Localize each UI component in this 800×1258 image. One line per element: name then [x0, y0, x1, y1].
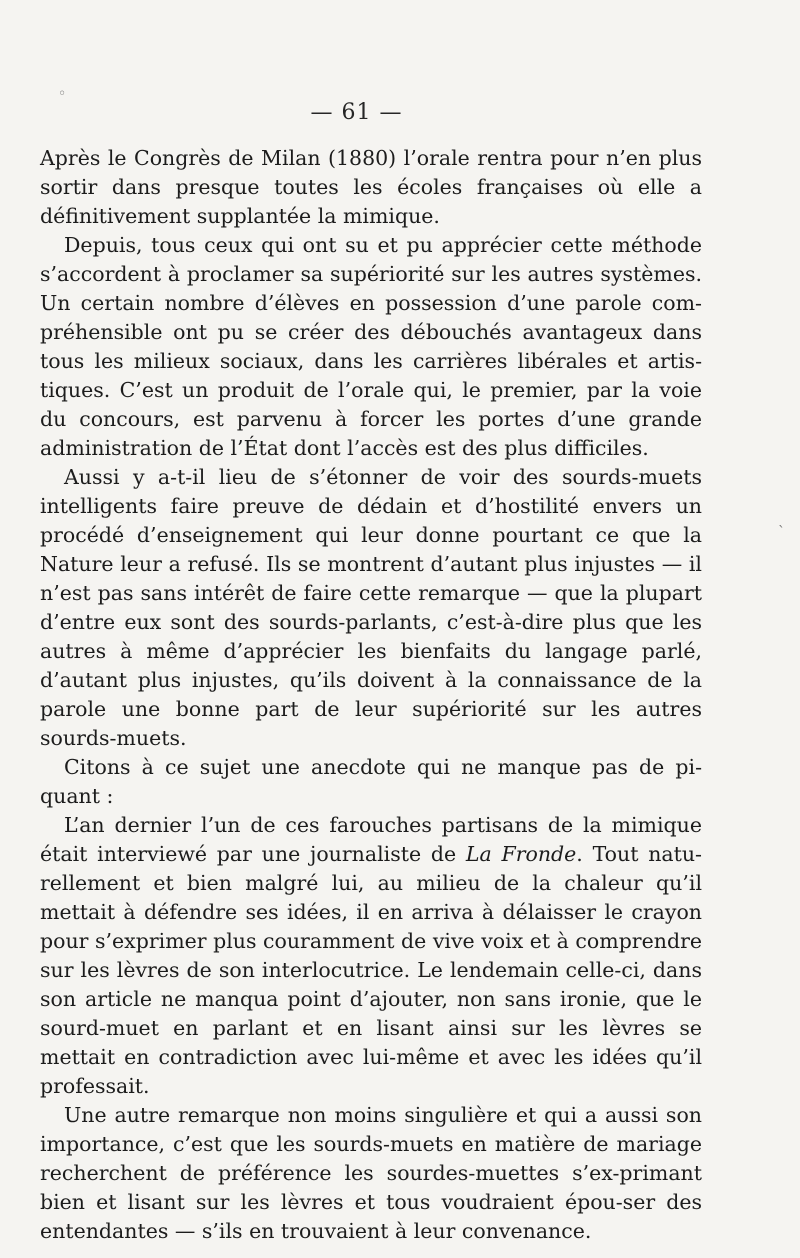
- paragraph-2: Depuis, tous ceux qui ont su et pu apprécier cette méthode s’accordent à proclamer sa supériorité sur les autres systèmes. Un certain nombre d’élèves en possession d’une parole com-préhensible ont pu se créer des débouchés avantageux dans tous les milieux sociaux, dans les carrières libérales et artis-tiques. C’est un produit de l’orale qui, le premier, par la voie du concours, est parvenu à forcer les portes d’une grande administration de l’État dont l’accès est des plus difficiles.: [40, 233, 702, 460]
- paragraph-6: Une autre remarque non moins singulière et qui a aussi son importance, c’est que les sourds-muets en matière de mariage recherchent de préférence les sourdes-muettes s’ex-primant bien et lisant sur les lèvres et tous voudraient épou-ser des entendantes — s’ils en trouvaient à leur convenance.: [40, 1103, 702, 1243]
- paper-speck-mark: ◦: [58, 86, 67, 102]
- paragraph-5-text-before: L’an dernier l’un de ces farouches partisans de la mimique était interviewé par une journaliste de: [40, 813, 702, 866]
- paper-speck-mark: ˎ: [778, 512, 785, 528]
- paragraph-5-text-after: . Tout natu-rellement et bien malgré lui, au milieu de la chaleur qu’il mettait à défendre ses idées, il en arriva à délaisser le crayon pour s’exprimer plus couramment de vive voix et à comprendre sur les lèvres de son interlocutrice. Le lendemain celle-ci, dans son article ne manqua point d’ajouter, non sans ironie, que le sourd-muet en parlant et en lisant ainsi sur les lèvres se mettait en contradiction avec lui-même et avec les idées qu’il professait.: [40, 842, 702, 1098]
- body-text: [40, 144, 702, 1246]
- newspaper-title: La Fronde: [465, 842, 577, 866]
- paragraph-5: [40, 811, 702, 1101]
- paragraph-1: Après le Congrès de Milan (1880) l’orale rentra pour n’en plus sortir dans presque toutes les écoles françaises où elle a définitivement supplantée la mimique.: [40, 146, 702, 228]
- paragraph-3: Aussi y a-t-il lieu de s’étonner de voir des sourds-muets intelligents faire preuve de dédain et d’hostilité envers un procédé d’enseignement qui leur donne pourtant ce que la Nature leur a refusé. Ils se montrent d’autant plus injustes — il n’est pas sans intérêt de faire cette remarque — que la plupart d’entre eux sont des sourds-parlants, c’est-à-dire plus que les autres à même d’apprécier les bienfaits du langage parlé, d’autant plus injustes, qu’ils doivent à la connaissance de la parole une bonne part de leur supériorité sur les autres sourds-muets.: [40, 465, 702, 750]
- paragraph-4: Citons à ce sujet une anecdote qui ne manque pas de pi-quant :: [40, 755, 702, 808]
- page-number: — 61 —: [310, 100, 403, 125]
